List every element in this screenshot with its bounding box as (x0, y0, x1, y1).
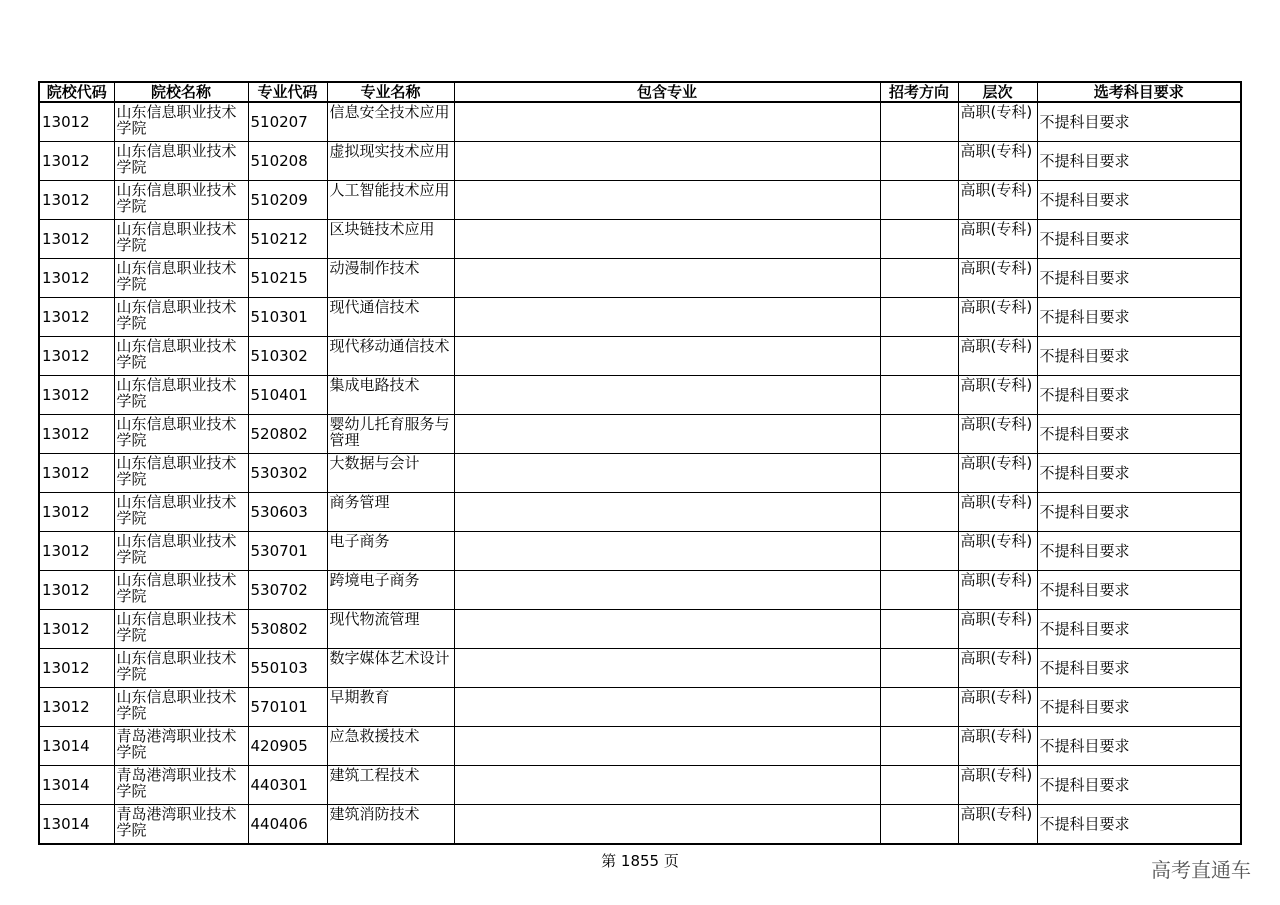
table-body (39, 102, 1241, 844)
table-row (39, 610, 1241, 649)
cell-school-code: 13014 (39, 766, 114, 805)
cell-subject-requirement: 不提科目要求 (1037, 376, 1241, 415)
cell-school-code: 13012 (39, 649, 114, 688)
cell-major-code: 440301 (248, 766, 327, 805)
cell-major-name: 建筑消防技术 (327, 805, 454, 845)
cell-subject-requirement: 不提科目要求 (1037, 571, 1241, 610)
cell-major-name: 应急救援技术 (327, 727, 454, 766)
cell-major-code: 510301 (248, 298, 327, 337)
table-row (39, 220, 1241, 259)
cell-level: 高职(专科) (958, 220, 1037, 259)
cell-included-majors (454, 493, 880, 532)
cell-included-majors (454, 142, 880, 181)
table-row (39, 727, 1241, 766)
cell-school-code: 13012 (39, 688, 114, 727)
cell-major-name: 现代移动通信技术 (327, 337, 454, 376)
cell-school-code: 13012 (39, 298, 114, 337)
cell-major-name: 建筑工程技术 (327, 766, 454, 805)
cell-major-name: 区块链技术应用 (327, 220, 454, 259)
table-row (39, 649, 1241, 688)
header-exam-direction: 招考方向 (880, 82, 958, 102)
cell-school-name: 山东信息职业技术学院 (114, 298, 248, 337)
cell-subject-requirement: 不提科目要求 (1037, 805, 1241, 845)
table-row (39, 298, 1241, 337)
cell-included-majors (454, 181, 880, 220)
cell-subject-requirement: 不提科目要求 (1037, 532, 1241, 571)
cell-included-majors (454, 649, 880, 688)
cell-school-code: 13012 (39, 181, 114, 220)
cell-major-name: 数字媒体艺术设计 (327, 649, 454, 688)
cell-exam-direction (880, 142, 958, 181)
cell-exam-direction (880, 376, 958, 415)
table-row (39, 181, 1241, 220)
cell-included-majors (454, 454, 880, 493)
cell-major-code: 510212 (248, 220, 327, 259)
cell-school-code: 13014 (39, 727, 114, 766)
cell-included-majors (454, 415, 880, 454)
cell-major-code: 550103 (248, 649, 327, 688)
cell-major-code: 520802 (248, 415, 327, 454)
admissions-table (38, 81, 1242, 845)
cell-level: 高职(专科) (958, 532, 1037, 571)
cell-subject-requirement: 不提科目要求 (1037, 610, 1241, 649)
cell-included-majors (454, 571, 880, 610)
header-subject-requirement: 选考科目要求 (1037, 82, 1241, 102)
cell-school-code: 13014 (39, 805, 114, 845)
cell-subject-requirement: 不提科目要求 (1037, 142, 1241, 181)
cell-school-name: 山东信息职业技术学院 (114, 102, 248, 142)
cell-major-code: 510401 (248, 376, 327, 415)
cell-level: 高职(专科) (958, 727, 1037, 766)
cell-major-name: 现代物流管理 (327, 610, 454, 649)
cell-included-majors (454, 766, 880, 805)
cell-subject-requirement: 不提科目要求 (1037, 454, 1241, 493)
cell-subject-requirement: 不提科目要求 (1037, 649, 1241, 688)
table-row (39, 454, 1241, 493)
cell-subject-requirement: 不提科目要求 (1037, 493, 1241, 532)
cell-level: 高职(专科) (958, 259, 1037, 298)
cell-exam-direction (880, 454, 958, 493)
cell-level: 高职(专科) (958, 102, 1037, 142)
cell-level: 高职(专科) (958, 571, 1037, 610)
cell-major-code: 510302 (248, 337, 327, 376)
cell-major-code: 530701 (248, 532, 327, 571)
cell-level: 高职(专科) (958, 493, 1037, 532)
cell-major-code: 530603 (248, 493, 327, 532)
cell-included-majors (454, 376, 880, 415)
cell-major-code: 530702 (248, 571, 327, 610)
header-major-code: 专业代码 (248, 82, 327, 102)
cell-school-name: 山东信息职业技术学院 (114, 181, 248, 220)
cell-exam-direction (880, 181, 958, 220)
cell-major-name: 人工智能技术应用 (327, 181, 454, 220)
cell-school-code: 13012 (39, 337, 114, 376)
table-row (39, 532, 1241, 571)
table-row (39, 415, 1241, 454)
cell-school-code: 13012 (39, 532, 114, 571)
cell-included-majors (454, 688, 880, 727)
cell-school-name: 山东信息职业技术学院 (114, 454, 248, 493)
cell-included-majors (454, 259, 880, 298)
cell-included-majors (454, 337, 880, 376)
cell-school-code: 13012 (39, 259, 114, 298)
cell-major-name: 动漫制作技术 (327, 259, 454, 298)
cell-level: 高职(专科) (958, 376, 1037, 415)
cell-school-name: 山东信息职业技术学院 (114, 220, 248, 259)
table-row (39, 571, 1241, 610)
cell-school-name: 山东信息职业技术学院 (114, 142, 248, 181)
table-row (39, 493, 1241, 532)
cell-major-name: 大数据与会计 (327, 454, 454, 493)
cell-exam-direction (880, 649, 958, 688)
cell-exam-direction (880, 259, 958, 298)
watermark: 高考直通车 (1151, 858, 1251, 882)
cell-major-name: 跨境电子商务 (327, 571, 454, 610)
cell-level: 高职(专科) (958, 337, 1037, 376)
cell-major-name: 电子商务 (327, 532, 454, 571)
cell-school-name: 青岛港湾职业技术学院 (114, 727, 248, 766)
cell-exam-direction (880, 415, 958, 454)
cell-major-name: 虚拟现实技术应用 (327, 142, 454, 181)
cell-level: 高职(专科) (958, 415, 1037, 454)
cell-level: 高职(专科) (958, 298, 1037, 337)
table-row (39, 376, 1241, 415)
cell-school-name: 山东信息职业技术学院 (114, 610, 248, 649)
cell-level: 高职(专科) (958, 688, 1037, 727)
cell-school-name: 山东信息职业技术学院 (114, 337, 248, 376)
cell-subject-requirement: 不提科目要求 (1037, 102, 1241, 142)
cell-major-name: 早期教育 (327, 688, 454, 727)
cell-school-code: 13012 (39, 571, 114, 610)
cell-major-code: 440406 (248, 805, 327, 845)
cell-school-name: 山东信息职业技术学院 (114, 415, 248, 454)
table-row (39, 805, 1241, 845)
cell-major-code: 420905 (248, 727, 327, 766)
table-row (39, 102, 1241, 142)
cell-major-name: 集成电路技术 (327, 376, 454, 415)
cell-subject-requirement: 不提科目要求 (1037, 259, 1241, 298)
header-school-code: 院校代码 (39, 82, 114, 102)
cell-school-name: 山东信息职业技术学院 (114, 259, 248, 298)
cell-exam-direction (880, 805, 958, 845)
cell-school-name: 山东信息职业技术学院 (114, 571, 248, 610)
cell-exam-direction (880, 610, 958, 649)
cell-level: 高职(专科) (958, 766, 1037, 805)
cell-included-majors (454, 610, 880, 649)
cell-school-code: 13012 (39, 376, 114, 415)
cell-included-majors (454, 532, 880, 571)
cell-major-code: 510215 (248, 259, 327, 298)
table-row (39, 688, 1241, 727)
cell-level: 高职(专科) (958, 610, 1037, 649)
cell-exam-direction (880, 337, 958, 376)
table-row (39, 766, 1241, 805)
cell-school-name: 青岛港湾职业技术学院 (114, 766, 248, 805)
cell-exam-direction (880, 766, 958, 805)
cell-subject-requirement: 不提科目要求 (1037, 337, 1241, 376)
cell-school-name: 青岛港湾职业技术学院 (114, 805, 248, 845)
cell-school-name: 山东信息职业技术学院 (114, 688, 248, 727)
cell-subject-requirement: 不提科目要求 (1037, 727, 1241, 766)
cell-school-code: 13012 (39, 142, 114, 181)
cell-major-name: 信息安全技术应用 (327, 102, 454, 142)
cell-included-majors (454, 727, 880, 766)
cell-subject-requirement: 不提科目要求 (1037, 181, 1241, 220)
cell-major-code: 530802 (248, 610, 327, 649)
cell-major-name: 现代通信技术 (327, 298, 454, 337)
cell-subject-requirement: 不提科目要求 (1037, 298, 1241, 337)
header-level: 层次 (958, 82, 1037, 102)
cell-major-code: 510207 (248, 102, 327, 142)
cell-school-name: 山东信息职业技术学院 (114, 493, 248, 532)
cell-school-code: 13012 (39, 102, 114, 142)
cell-subject-requirement: 不提科目要求 (1037, 220, 1241, 259)
cell-major-name: 商务管理 (327, 493, 454, 532)
cell-exam-direction (880, 727, 958, 766)
cell-exam-direction (880, 493, 958, 532)
cell-included-majors (454, 220, 880, 259)
cell-major-code: 510208 (248, 142, 327, 181)
cell-included-majors (454, 805, 880, 845)
cell-exam-direction (880, 220, 958, 259)
cell-school-name: 山东信息职业技术学院 (114, 532, 248, 571)
cell-school-code: 13012 (39, 220, 114, 259)
table-header-row (39, 82, 1241, 102)
cell-exam-direction (880, 102, 958, 142)
cell-exam-direction (880, 571, 958, 610)
cell-exam-direction (880, 688, 958, 727)
cell-subject-requirement: 不提科目要求 (1037, 415, 1241, 454)
cell-school-name: 山东信息职业技术学院 (114, 376, 248, 415)
cell-school-code: 13012 (39, 493, 114, 532)
table-row (39, 142, 1241, 181)
header-major-name: 专业名称 (327, 82, 454, 102)
table-row (39, 337, 1241, 376)
cell-school-code: 13012 (39, 415, 114, 454)
cell-school-code: 13012 (39, 454, 114, 493)
cell-level: 高职(专科) (958, 805, 1037, 845)
header-school-name: 院校名称 (114, 82, 248, 102)
cell-subject-requirement: 不提科目要求 (1037, 766, 1241, 805)
cell-major-name: 婴幼儿托育服务与管理 (327, 415, 454, 454)
cell-major-code: 570101 (248, 688, 327, 727)
cell-major-code: 510209 (248, 181, 327, 220)
cell-school-name: 山东信息职业技术学院 (114, 649, 248, 688)
cell-subject-requirement: 不提科目要求 (1037, 688, 1241, 727)
page-number: 第 1855 页 (601, 852, 679, 870)
cell-level: 高职(专科) (958, 181, 1037, 220)
cell-level: 高职(专科) (958, 649, 1037, 688)
header-included-majors: 包含专业 (454, 82, 880, 102)
cell-level: 高职(专科) (958, 142, 1037, 181)
cell-exam-direction (880, 298, 958, 337)
cell-included-majors (454, 102, 880, 142)
table-row (39, 259, 1241, 298)
cell-major-code: 530302 (248, 454, 327, 493)
cell-included-majors (454, 298, 880, 337)
cell-level: 高职(专科) (958, 454, 1037, 493)
cell-school-code: 13012 (39, 610, 114, 649)
cell-exam-direction (880, 532, 958, 571)
